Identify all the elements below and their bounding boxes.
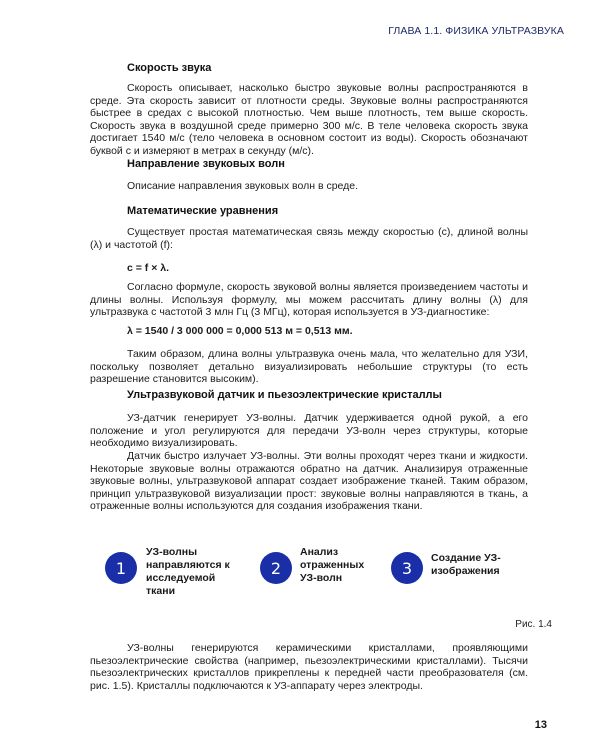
wavelength-calculation: λ = 1540 / 3 000 000 = 0,000 513 м = 0,513 мм. (127, 325, 353, 337)
math-paragraph-3: Таким образом, длина волны ультразвука очень мала, что желательно для УЗИ, поскольку позволяет детально визуализировать небольшие структуры (то есть разрешение становится высоким). (90, 348, 528, 386)
math-paragraph-2: Согласно формуле, скорость звуковой волны является произведением частоты и длины волны. Используя формулу, мы можем рассчитать длину волны (λ) для ультразвука с частотой 3 млн Гц (3 МГц), которая используется в УЗ-диагностике: (90, 281, 528, 319)
transducer-paragraph-2-wrap (90, 450, 528, 513)
math-paragraph-1: Существует простая математическая связь между скоростью (с), длиной волны (λ) и частотой (f): (90, 226, 528, 251)
closing-paragraph: УЗ-волны генерируются керамическими кристаллами, проявляющими пьезоэлектрические свойства (например, пьезоэлектрическими кристаллами). Тысячи пьезоэлектрических кристаллов прикреплены к передней части преобразователя (см. рис. 1.5). Кристаллы подключаются к УЗ-аппарату через электроды. (90, 642, 528, 692)
step-label: Создание УЗ-изображения (431, 552, 501, 577)
transducer-paragraph-1-wrap (90, 412, 528, 450)
closing-paragraph-wrap (90, 642, 528, 692)
transducer-paragraph-1: УЗ-датчик генерирует УЗ-волны. Датчик удерживается одной рукой, а его положение и угол регулируются для передачи УЗ-волн через структуры, которые необходимо визуализировать. (90, 412, 528, 450)
math-paragraph-2-wrap (90, 281, 528, 319)
section-direction (90, 158, 528, 170)
math-paragraph-1-wrap (90, 226, 528, 251)
process-steps (100, 546, 560, 616)
direction-paragraph: Описание направления звуковых волн в среде. (127, 180, 359, 192)
section-transducer (90, 389, 528, 401)
step-number-circle: 3 (391, 552, 423, 584)
section-math (90, 205, 528, 217)
math-paragraph-3-wrap (90, 348, 528, 386)
formula: с = f × λ. (127, 262, 170, 274)
section-heading-math: Математические уравнения (127, 205, 279, 217)
section-heading-transducer: Ультразвуковой датчик и пьезоэлектрические кристаллы (127, 389, 442, 401)
speed-paragraph: Скорость описывает, насколько быстро звуковые волны распространяются в среде. Эта скорость зависит от плотности среды. Звуковые волны распространяются быстрее в средах с высокой плотностью. Чем выше плотность, тем выше скорость. Скорость звука в воздушной среде примерно 300 м/с. В теле человека скорость звука достигает 1540 м/с (тело человека в основном состоит из воды). Скорость обозначают буквой с и измеряют в метрах в секунду (м/с). (90, 82, 528, 157)
page-number: 13 (534, 719, 547, 731)
speed-paragraph-wrap (90, 82, 528, 158)
step-number-circle: 1 (105, 552, 137, 584)
calculation-wrap (90, 325, 528, 338)
transducer-paragraph-2: Датчик быстро излучает УЗ-волны. Эти волны проходят через ткани и жидкости. Некоторые звуковые волны отражаются обратно на датчик. Анализируя отраженные звуковые волны, ультразвуковой аппарат создает изображение тканей. Таким образом, принцип ультразвуковой визуализации прост: звуковые волны направляются в ткань, а отраженные волны используются для создания изображения ткани. (90, 450, 528, 513)
formula-wrap (90, 262, 528, 275)
section-heading-direction: Направление звуковых волн (127, 158, 285, 170)
chapter-header: ГЛАВА 1.1. ФИЗИКА УЛЬТРАЗВУКА (388, 25, 564, 37)
step-number-circle: 2 (260, 552, 292, 584)
figure-caption: Рис. 1.4 (515, 619, 552, 630)
step-label: Анализ отраженных УЗ-волн (300, 546, 365, 584)
section-speed (90, 62, 528, 74)
section-heading-speed: Скорость звука (127, 62, 212, 74)
step-label: УЗ-волны направляются к исследуемой ткани (146, 546, 230, 597)
direction-paragraph-wrap (90, 180, 528, 193)
